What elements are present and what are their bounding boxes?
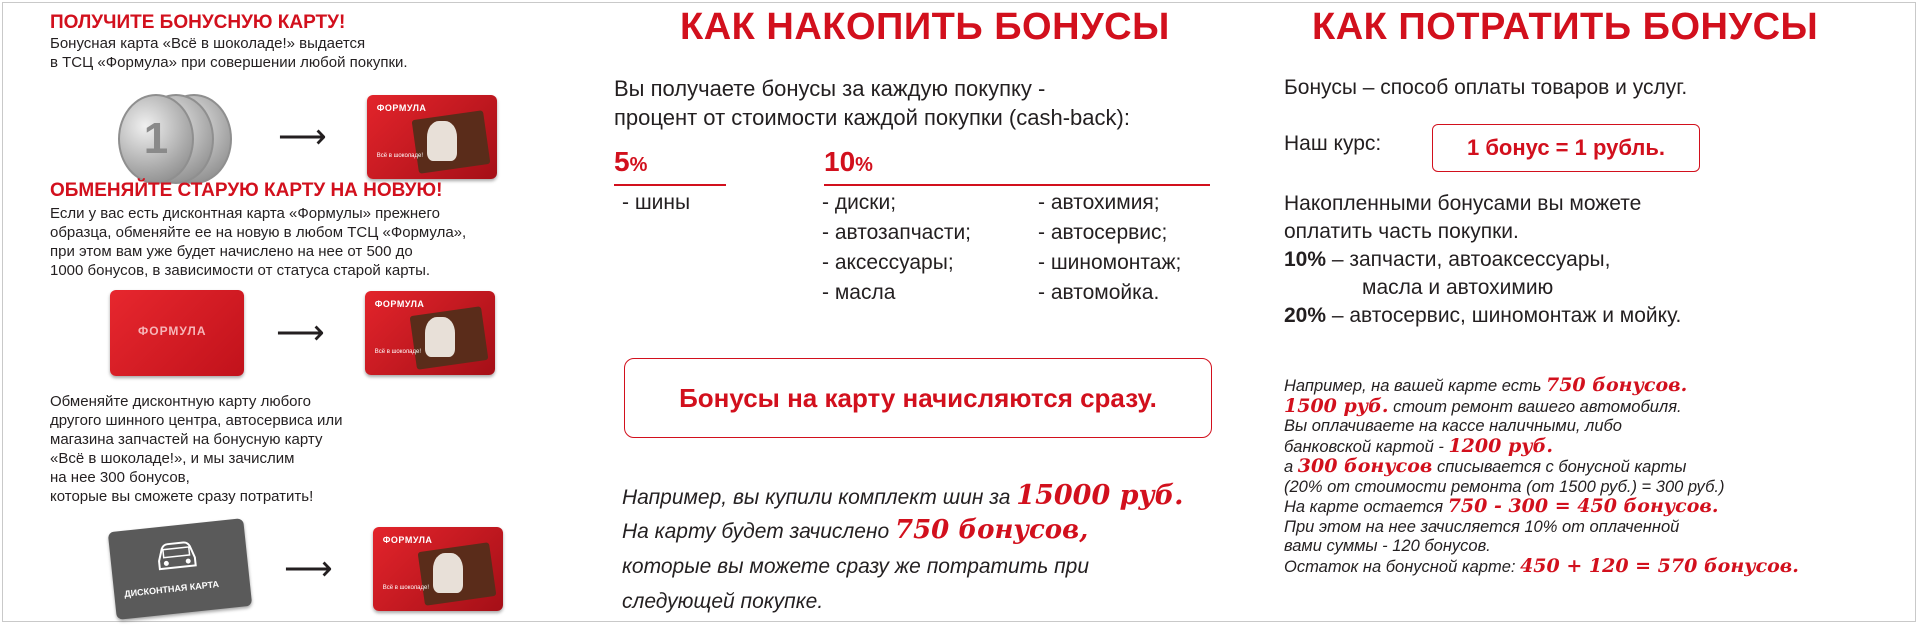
spend-rules-line-1: Накопленными бонусами вы можете: [1284, 192, 1642, 215]
instant-credit-text: Бонусы на карту начисляются сразу.: [679, 382, 1157, 413]
bonus-card-logo: ФОРМУЛА: [376, 103, 427, 113]
spend-example-line-1: Например, на вашей карте есть 750 бонусов.: [1284, 374, 1688, 396]
list-item: - масла: [822, 281, 896, 304]
exchange-text-4: 1000 бонусов, в зависимости от статуса старой карты.: [50, 262, 431, 279]
bonus-card-tag: Всё в шоколаде!: [374, 349, 422, 355]
instant-credit-box: [624, 358, 1212, 438]
get-card-heading: ПОЛУЧИТЕ БОНУСНУЮ КАРТУ!: [50, 12, 346, 33]
earn-example-line-3: которые вы можете сразу же потратить при: [622, 555, 1090, 578]
bonus-card-logo: ФОРМУЛА: [374, 299, 425, 309]
spend-example-line-7: На карте остается 750 - 300 = 450 бонусов.: [1284, 495, 1719, 517]
exchange-text-2: образца, обменяйте ее на новую в любом ТСЦ «Формула»,: [50, 224, 467, 241]
list-item: - автомойка.: [1038, 281, 1160, 304]
rate-value: 1 бонус = 1 рубль.: [1466, 135, 1666, 160]
bonus-card-image: [373, 527, 503, 611]
discount-card-image: [108, 518, 252, 620]
spend-example: [1284, 376, 1904, 577]
pct5-header: [614, 146, 726, 186]
get-card-text-2: в ТСЦ «Формула» при совершении любой покупки.: [50, 54, 408, 71]
spend-rule-20: 20% – автосервис, шиномонтаж и мойку.: [1284, 304, 1682, 327]
bonus-card-tag: Всё в шоколаде!: [376, 153, 424, 159]
spend-example-line-9: вами суммы - 120 бонусов.: [1284, 537, 1491, 555]
arrow-icon: ⟶: [278, 118, 327, 156]
pct5-label: 5%: [614, 146, 648, 177]
other-card-text-4: «Всё в шоколаде!», и мы зачислим: [50, 450, 295, 467]
list-item: - шиномонтаж;: [1038, 251, 1182, 274]
spend-example-line-10: Остаток на бонусной карте: 450 + 120 = 570 бонусов.: [1284, 554, 1799, 577]
other-card-text-5: на нее 300 бонусов,: [50, 469, 190, 486]
pct10-header: [824, 146, 1210, 186]
discount-card-label: ДИСКОНТНАЯ КАРТА: [123, 579, 220, 599]
old-card-logo: ФОРМУЛА: [138, 324, 207, 338]
list-item: - аксессуары;: [822, 251, 954, 274]
other-card-text-6: которые вы сможете сразу потратить!: [50, 488, 314, 505]
list-item: - автозапчасти;: [822, 221, 972, 244]
spend-example-line-3: Вы оплачиваете на кассе наличными, либо: [1284, 417, 1622, 435]
other-card-text-3: магазина запчастей на бонусную карту: [50, 431, 323, 448]
coin-to-card-row: [118, 92, 497, 182]
spend-example-line-8: При этом на нее зачисляется 10% от оплаченной: [1284, 517, 1680, 536]
arrow-icon: ⟶: [276, 314, 325, 352]
spend-rules: [1284, 190, 1904, 330]
pct5-list: [622, 188, 690, 218]
spend-bonuses-title: КАК ПОТРАТИТЬ БОНУСЫ: [1312, 6, 1819, 48]
list-item: - шины: [622, 191, 691, 214]
list-item: - автохимия;: [1038, 191, 1160, 214]
earn-example-line-1: Например, вы купили комплект шин за 15000 руб.: [622, 480, 1184, 511]
left-column: [50, 12, 510, 72]
coins-image: [118, 92, 238, 182]
earn-bonuses-title: КАК НАКОПИТЬ БОНУСЫ: [680, 6, 1170, 48]
pct10-list-b: [1038, 188, 1181, 308]
spend-example-line-2: 1500 руб. стоит ремонт вашего автомобиля.: [1284, 394, 1682, 417]
earn-intro-line-2: процент от стоимости каждой покупки (cash-back):: [614, 105, 1130, 130]
spend-rules-line-2: оплатить часть покупки.: [1284, 220, 1519, 243]
earn-example-line-4: следующей покупке.: [622, 590, 824, 613]
discount-to-bonus-card-row: [112, 525, 503, 613]
spend-rule-10-cont: масла и автохимию: [1362, 276, 1554, 299]
spend-example-line-6: (20% от стоимости ремонта (от 1500 руб.) = 300 руб.): [1284, 477, 1725, 496]
car-icon: [153, 533, 201, 575]
earn-intro: [614, 74, 1254, 132]
spend-intro: Бонусы – способ оплаты товаров и услуг.: [1284, 76, 1688, 99]
pct10-list-a: [822, 188, 971, 308]
rate-box: [1432, 124, 1700, 172]
bonus-card-logo: ФОРМУЛА: [382, 535, 433, 545]
spend-rule-10: 10% – запчасти, автоаксессуары,: [1284, 248, 1611, 271]
arrow-icon: ⟶: [284, 550, 333, 588]
bonus-card-image: [367, 95, 497, 179]
exchange-block: [50, 180, 520, 280]
get-card-text-1: Бонусная карта «Всё в шоколаде!» выдается: [50, 35, 366, 52]
list-item: - диски;: [822, 191, 897, 214]
exchange-text-1: Если у вас есть дисконтная карта «Формулы» прежнего: [50, 205, 440, 222]
other-card-block: [50, 392, 470, 506]
rate-label: Наш курс:: [1284, 132, 1382, 155]
exchange-heading: ОБМЕНЯЙТЕ СТАРУЮ КАРТУ НА НОВУЮ!: [50, 180, 443, 201]
pct10-label: 10%: [824, 146, 873, 177]
bonus-card-image: [365, 291, 495, 375]
old-card-image: [110, 290, 244, 376]
earn-example-bonus: 750 бонусов,: [895, 515, 1089, 545]
old-to-new-card-row: [110, 290, 495, 376]
other-card-text-2: другого шинного центра, автосервиса или: [50, 412, 343, 429]
earn-example-amount: 15000 руб.: [1016, 480, 1184, 511]
coin-icon: 1: [118, 94, 194, 184]
exchange-text-3: при этом вам уже будет начислено на нее от 500 до: [50, 243, 413, 260]
spend-example-line-4: банковской картой - 1200 руб.: [1284, 434, 1553, 457]
bonus-card-tag: Всё в шоколаде!: [382, 585, 430, 591]
other-card-text-1: Обменяйте дисконтную карту любого: [50, 393, 312, 410]
earn-example: [622, 480, 1262, 617]
spend-example-line-5: а 300 бонусов списывается с бонусной карты: [1284, 455, 1687, 477]
earn-intro-line-1: Вы получаете бонусы за каждую покупку -: [614, 76, 1046, 101]
earn-example-line-2: На карту будет зачислено 750 бонусов,: [622, 515, 1089, 545]
list-item: - автосервис;: [1038, 221, 1168, 244]
